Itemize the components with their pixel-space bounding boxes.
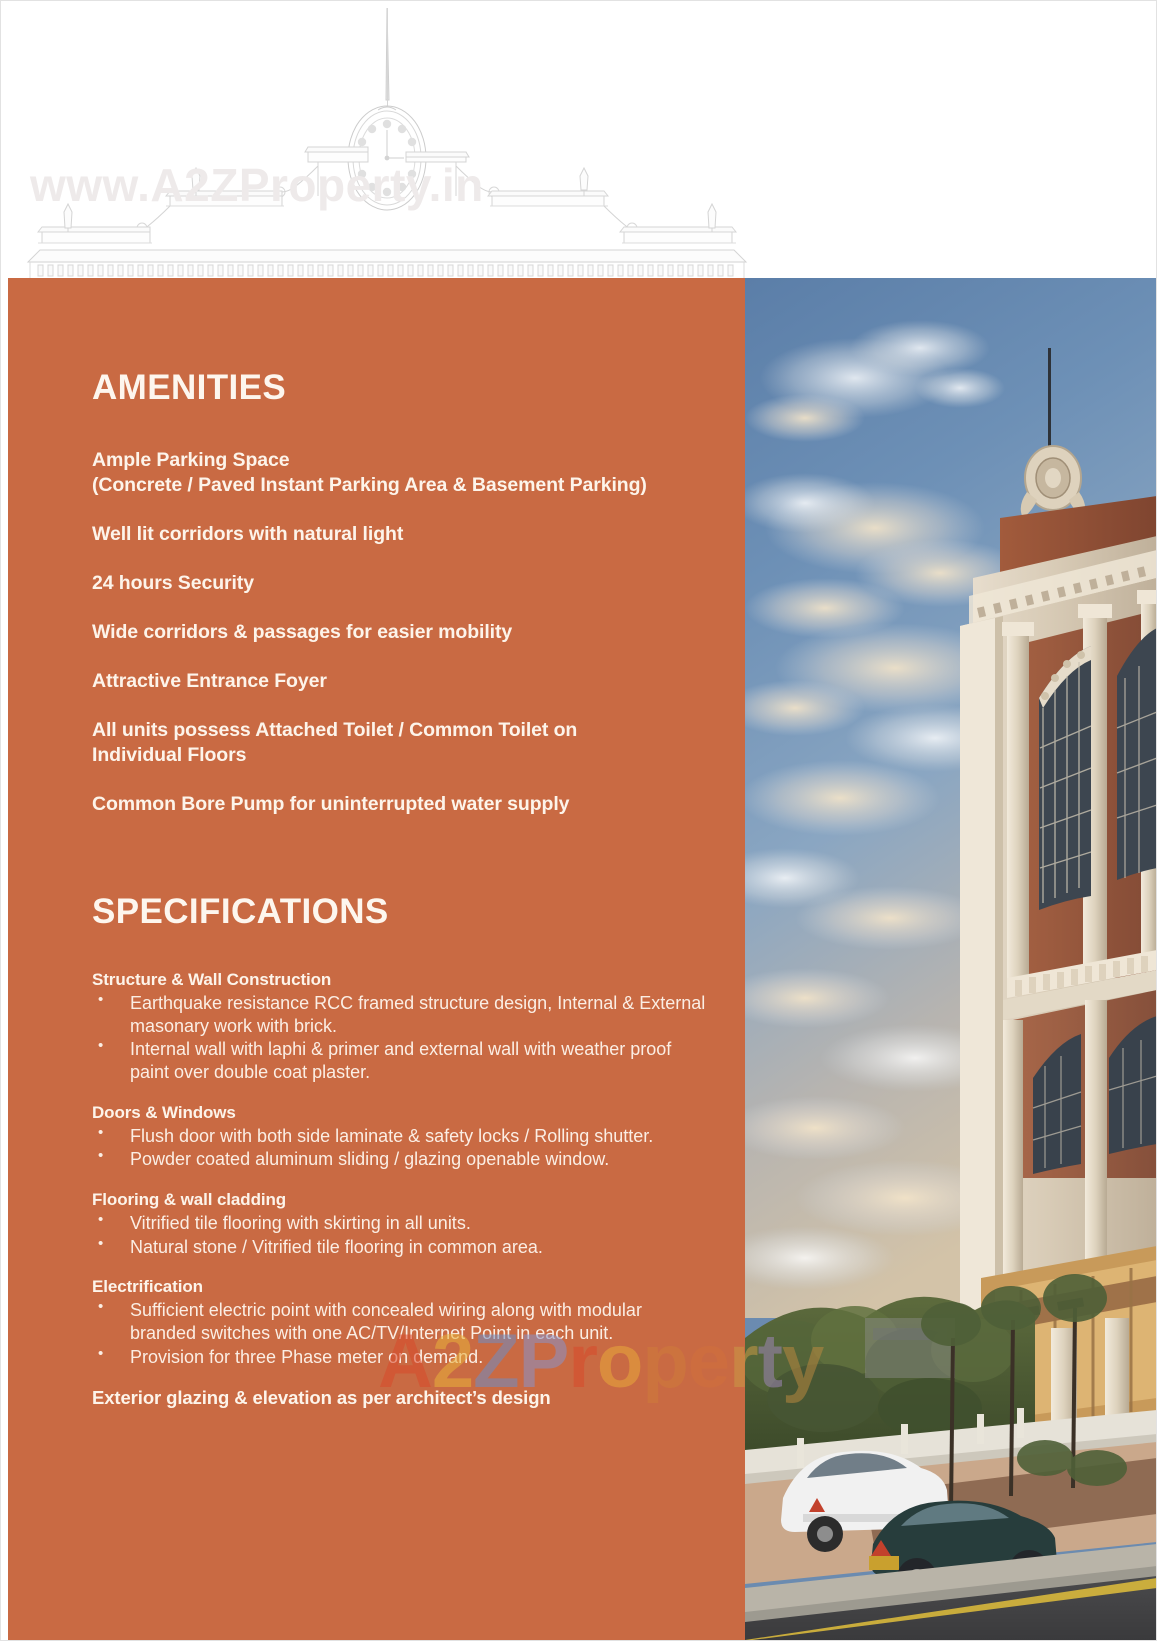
specifications-heading: SPECIFICATIONS (92, 892, 389, 931)
watermark-letter: 2 (431, 1319, 474, 1404)
clock-tower-elevation-svg (0, 0, 1157, 278)
amenity-main: 24 hours Security (92, 571, 254, 594)
spec-bullet: • Sufficient electric point with concealed wiring along with modular branded switches with one AC/TV/Internet Point in each unit. (92, 1299, 712, 1344)
spec-bullet: • Internal wall with laphi & primer and external wall with weather proof paint over double coat plaster. (92, 1038, 712, 1083)
spec-bullet-list (92, 992, 712, 1084)
watermark-letter: P (518, 1319, 569, 1404)
spec-bullet: • Flush door with both side laminate & safety locks / Rolling shutter. (92, 1125, 712, 1148)
amenity-main: Wide corridors & passages for easier mobility (92, 620, 513, 643)
specifications-list (92, 970, 712, 1409)
spec-group-heading: Electrification (92, 1277, 203, 1297)
spec-bullet: • Provision for three Phase meter on demand. (92, 1346, 712, 1369)
amenity-item (92, 448, 737, 498)
spec-group (92, 970, 712, 1084)
spec-bullet-list (92, 1212, 712, 1258)
amenity-main: Well lit corridors with natural light (92, 522, 404, 545)
specifications-footnote: Exterior glazing & elevation as per architect’s design (92, 1387, 551, 1409)
spec-bullet: • Vitrified tile flooring with skirting in all units. (92, 1212, 712, 1235)
watermark-letter: e (687, 1319, 730, 1404)
watermark-letter: r (729, 1319, 758, 1404)
amenity-item (92, 522, 737, 547)
building-exterior-photo (745, 278, 1157, 1641)
amenity-item (92, 792, 737, 817)
spec-bullet: • Earthquake resistance RCC framed structure design, Internal & External masonary work with brick. (92, 992, 712, 1037)
spec-group-heading: Flooring & wall cladding (92, 1190, 287, 1210)
watermark-top-text: www.A2ZProperty.in (30, 159, 484, 211)
amenity-sub: (Concrete / Paved Instant Parking Area & Basement Parking) (92, 473, 647, 496)
watermark-letter: y (781, 1319, 824, 1404)
amenity-main: Ample Parking Space (92, 449, 290, 471)
watermark-letter: p (642, 1319, 688, 1404)
amenity-item (92, 620, 737, 645)
spec-group-heading: Doors & Windows (92, 1102, 236, 1122)
amenity-item (92, 718, 737, 768)
spec-bullet: • Powder coated aluminum sliding / glazing openable window. (92, 1148, 712, 1171)
amenity-main: All units possess Attached Toilet / Common Toilet on (92, 718, 578, 741)
amenity-item (92, 571, 737, 596)
spec-group-heading: Structure & Wall Construction (92, 970, 332, 989)
content-panel (8, 278, 745, 1641)
watermark-letter: A (378, 1319, 432, 1404)
spec-bullet-list (92, 1125, 712, 1171)
amenity-item (92, 669, 737, 694)
header-line-art (0, 0, 1157, 278)
watermark-letter: Z (473, 1319, 519, 1404)
watermark-letter: r (568, 1319, 597, 1404)
building-render-svg (745, 278, 1157, 1641)
spec-group (92, 1277, 712, 1368)
spec-bullet: • Natural stone / Vitrified tile flooring in common area. (92, 1236, 712, 1259)
spec-group (92, 1190, 712, 1258)
watermark-letter: o (596, 1319, 643, 1404)
amenity-sub: Individual Floors (92, 743, 247, 766)
panel-inner (92, 278, 737, 1641)
spec-bullet-list (92, 1299, 712, 1368)
watermark-letter: t (757, 1319, 782, 1404)
amenities-heading: AMENITIES (92, 368, 287, 407)
amenities-list (92, 448, 737, 841)
amenity-main: Common Bore Pump for uninterrupted water supply (92, 792, 570, 815)
amenity-main: Attractive Entrance Foyer (92, 669, 327, 692)
spec-group (92, 1103, 712, 1171)
